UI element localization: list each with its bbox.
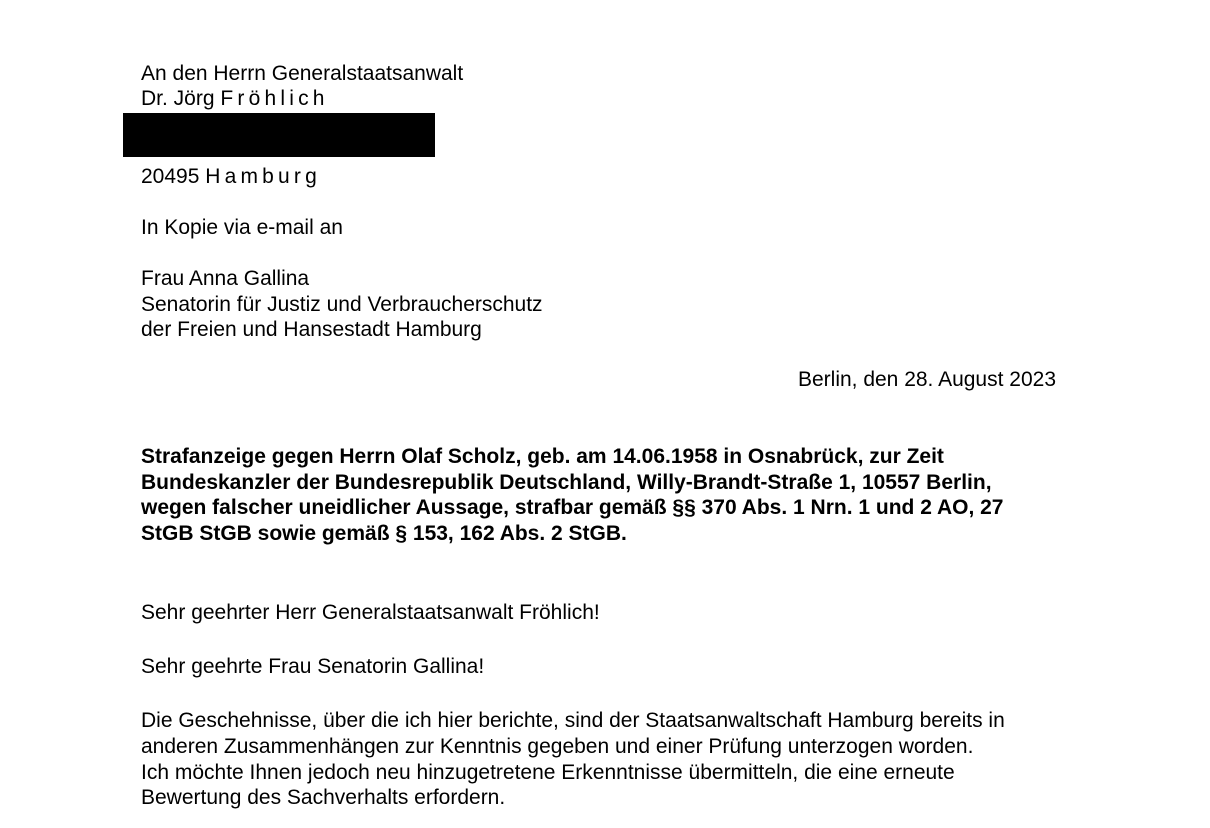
subject-line: Strafanzeige gegen Herrn Olaf Scholz, geb. am 14.06.1958 in Osnabrück, zur Zeit bbox=[141, 445, 944, 468]
recipient-surname: Fröhlich bbox=[220, 87, 329, 110]
body-line: anderen Zusammenhängen zur Kenntnis gegeben und einer Prüfung unterzogen worden. bbox=[141, 735, 974, 758]
copy-recipient-name: Frau Anna Gallina bbox=[141, 267, 310, 290]
body-line: Die Geschehnisse, über die ich hier berichte, sind der Staatsanwaltschaft Hamburg bereits in bbox=[141, 709, 1005, 732]
copy-recipient-org: der Freien und Hansestadt Hamburg bbox=[141, 318, 482, 341]
salutation-senator: Sehr geehrte Frau Senatorin Gallina! bbox=[141, 655, 485, 678]
subject-block bbox=[141, 444, 1071, 546]
subject-line: StGB StGB sowie gemäß § 153, 162 Abs. 2 StGB. bbox=[141, 521, 627, 545]
letter-date: Berlin, den 28. August 2023 bbox=[797, 368, 1056, 391]
recipient-zip: 20495 bbox=[141, 165, 206, 188]
redacted-address-block bbox=[123, 113, 435, 157]
subject-line: Bundeskanzler der Bundesrepublik Deutschland, Willy-Brandt-Straße 1, 10557 Berlin, bbox=[141, 470, 992, 494]
recipient-city-name: Hamburg bbox=[205, 165, 322, 188]
body-line: Bewertung des Sachverhalts erfordern. bbox=[141, 786, 506, 809]
copy-intro: In Kopie via e-mail an bbox=[141, 216, 343, 239]
recipient-city bbox=[141, 164, 321, 190]
recipient-title: An den Herrn Generalstaatsanwalt bbox=[141, 62, 464, 85]
body-line: Ich möchte Ihnen jedoch neu hinzugetretene Erkenntnisse übermitteln, die eine erneute bbox=[141, 761, 955, 784]
subject-line: wegen falscher uneidlicher Aussage, strafbar gemäß §§ 370 Abs. 1 Nrn. 1 und 2 AO, 27 bbox=[141, 496, 1004, 519]
recipient-name-prefix: Dr. Jörg bbox=[141, 87, 221, 110]
salutation-prosecutor: Sehr geehrter Herr Generalstaatsanwalt Fröhlich! bbox=[141, 601, 600, 624]
copy-recipient-title: Senatorin für Justiz und Verbraucherschutz bbox=[141, 293, 543, 316]
recipient-name bbox=[141, 86, 329, 112]
